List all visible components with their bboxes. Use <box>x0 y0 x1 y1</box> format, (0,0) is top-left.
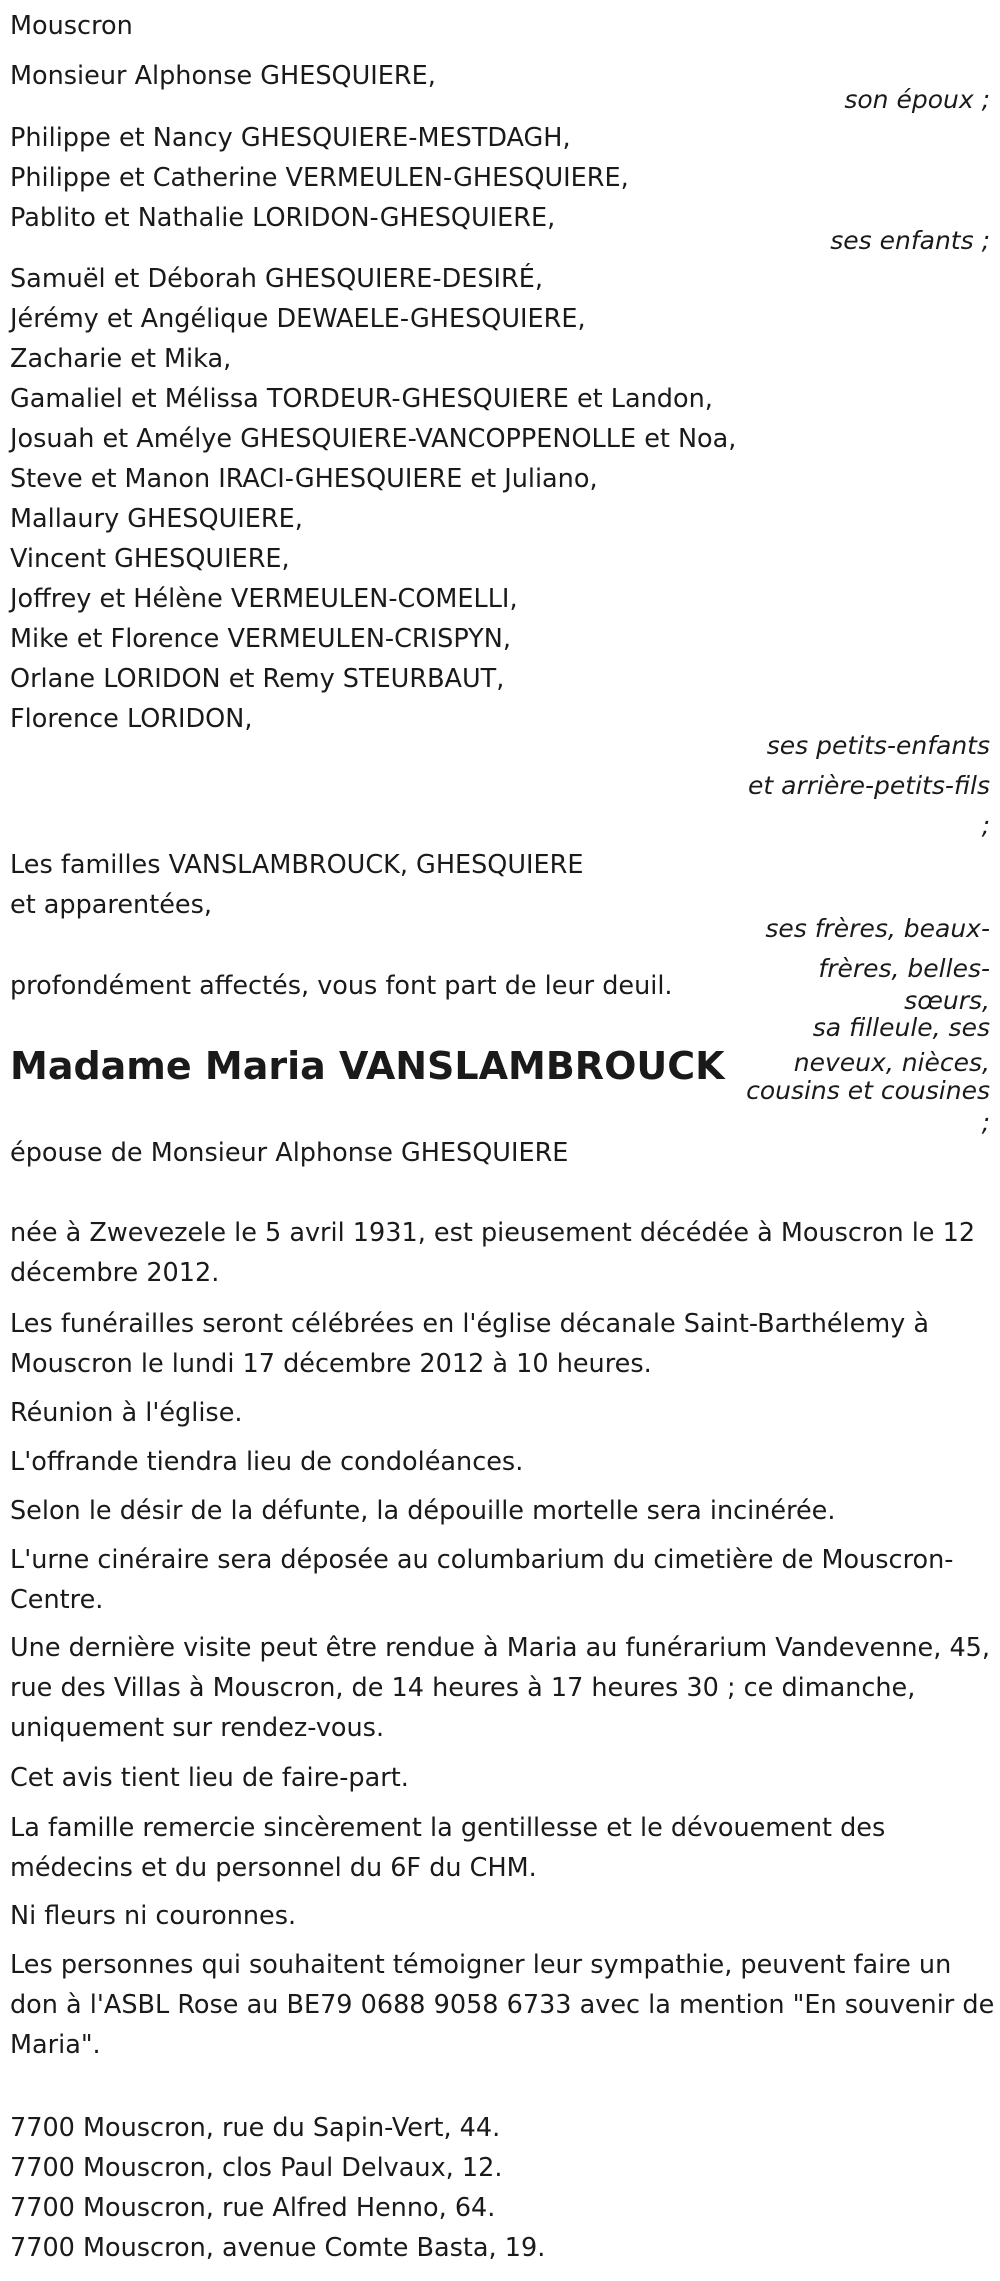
paragraph-funeral: Les funérailles seront célébrées en l'église décanale Saint-Barthélemy à Mouscron le lundi 17 décembre 2012 à 10 heures. <box>10 1309 929 1379</box>
paragraph-notice: Cet avis tient lieu de faire-part. <box>10 1763 409 1793</box>
address-entry: 7700 Mouscron, avenue Comte Basta, 19. <box>10 2233 546 2263</box>
children-list <box>10 118 629 238</box>
deceased-name: Madame Maria VANSLAMBROUCK <box>10 1044 725 1088</box>
paragraph-meeting: Réunion à l'église. <box>10 1398 243 1428</box>
families-role-line: sœurs, <box>904 986 990 1015</box>
grandchildren-role-line: ; <box>981 811 990 840</box>
paragraph-birth-death: née à Zwevezele le 5 avril 1931, est pieusement décédée à Mouscron le 12 décembre 2012. <box>10 1218 976 1288</box>
families-role-line: sa filleule, ses <box>812 1013 990 1042</box>
children-role: ses enfants ; <box>830 226 990 255</box>
address-entry: 7700 Mouscron, clos Paul Delvaux, 12. <box>10 2153 503 2183</box>
families-role-line: ses frères, beaux- <box>765 914 990 943</box>
child-entry: Philippe et Nancy GHESQUIERE-MESTDAGH, <box>10 123 571 153</box>
grandchild-entry: Orlane LORIDON et Remy STEURBAUT, <box>10 664 505 694</box>
header-city: Mouscron <box>10 11 133 41</box>
spouse-name: Monsieur Alphonse GHESQUIERE, <box>10 61 436 91</box>
address-list <box>10 2108 545 2268</box>
grandchildren-role-line: ses petits-enfants <box>766 731 990 760</box>
address-entry: 7700 Mouscron, rue du Sapin-Vert, 44. <box>10 2113 501 2143</box>
address-entry: 7700 Mouscron, rue Alfred Henno, 64. <box>10 2193 496 2223</box>
child-entry: Pablito et Nathalie LORIDON-GHESQUIERE, <box>10 203 556 233</box>
grandchild-entry: Florence LORIDON, <box>10 704 253 734</box>
grandchild-entry: Steve et Manon IRACI-GHESQUIERE et Juliano, <box>10 464 598 494</box>
grandchild-entry: Mike et Florence VERMEULEN-CRISPYN, <box>10 624 511 654</box>
grandchild-entry: Gamaliel et Mélissa TORDEUR-GHESQUIERE et Landon, <box>10 384 713 414</box>
grandchild-entry: Mallaury GHESQUIERE, <box>10 504 303 534</box>
paragraph-thanks: La famille remercie sincèrement la gentillesse et le dévouement des médecins et du personnel du 6F du CHM. <box>10 1813 886 1883</box>
announcement-text: profondément affectés, vous font part de leur deuil. <box>10 971 673 1001</box>
deceased-spouse-line: épouse de Monsieur Alphonse GHESQUIERE <box>10 1138 569 1168</box>
paragraph-no-flowers: Ni fleurs ni couronnes. <box>10 1901 297 1931</box>
grandchildren-list <box>10 259 736 739</box>
grandchild-entry: Jérémy et Angélique DEWAELE-GHESQUIERE, <box>10 304 586 334</box>
child-entry: Philippe et Catherine VERMEULEN-GHESQUIERE, <box>10 163 629 193</box>
grandchild-entry: Josuah et Amélye GHESQUIERE-VANCOPPENOLLE et Noa, <box>10 424 737 454</box>
grandchildren-role-line: et arrière-petits-fils <box>748 771 990 800</box>
grandchildren-role <box>748 726 990 846</box>
grandchild-entry: Joffrey et Hélène VERMEULEN-COMELLI, <box>10 584 518 614</box>
grandchild-entry: Zacharie et Mika, <box>10 344 232 374</box>
grandchild-entry: Vincent GHESQUIERE, <box>10 544 290 574</box>
families-role-line: cousins et cousines <box>746 1076 990 1105</box>
families-role <box>746 909 990 1147</box>
paragraph-visit: Une dernière visite peut être rendue à Maria au funérarium Vandevenne, 45, rue des Villas à Mouscron, de 14 heures à 17 heures 30 ; ce dimanche, uniquement sur rendez-vous. <box>10 1633 990 1743</box>
families-role-line: ; <box>981 1108 990 1137</box>
family-entry: Les familles VANSLAMBROUCK, GHESQUIERE <box>10 850 584 880</box>
paragraph-cremation: Selon le désir de la défunte, la dépouille mortelle sera incinérée. <box>10 1496 836 1526</box>
spouse-role: son époux ; <box>844 85 990 114</box>
paragraph-offering: L'offrande tiendra lieu de condoléances. <box>10 1447 524 1477</box>
families-role-line: neveux, nièces, <box>793 1048 990 1077</box>
families-role-line: frères, belles- <box>818 954 990 983</box>
paragraph-donation: Les personnes qui souhaitent témoigner leur sympathie, peuvent faire un don à l'ASBL Rose au BE79 0688 9058 6733 avec la mention "En souvenir de Maria". <box>10 1950 995 2060</box>
paragraph-urn: L'urne cinéraire sera déposée au columbarium du cimetière de Mouscron-Centre. <box>10 1545 954 1615</box>
families-list <box>10 845 584 925</box>
family-entry: et apparentées, <box>10 890 212 920</box>
grandchild-entry: Samuël et Déborah GHESQUIERE-DESIRÉ, <box>10 264 543 294</box>
